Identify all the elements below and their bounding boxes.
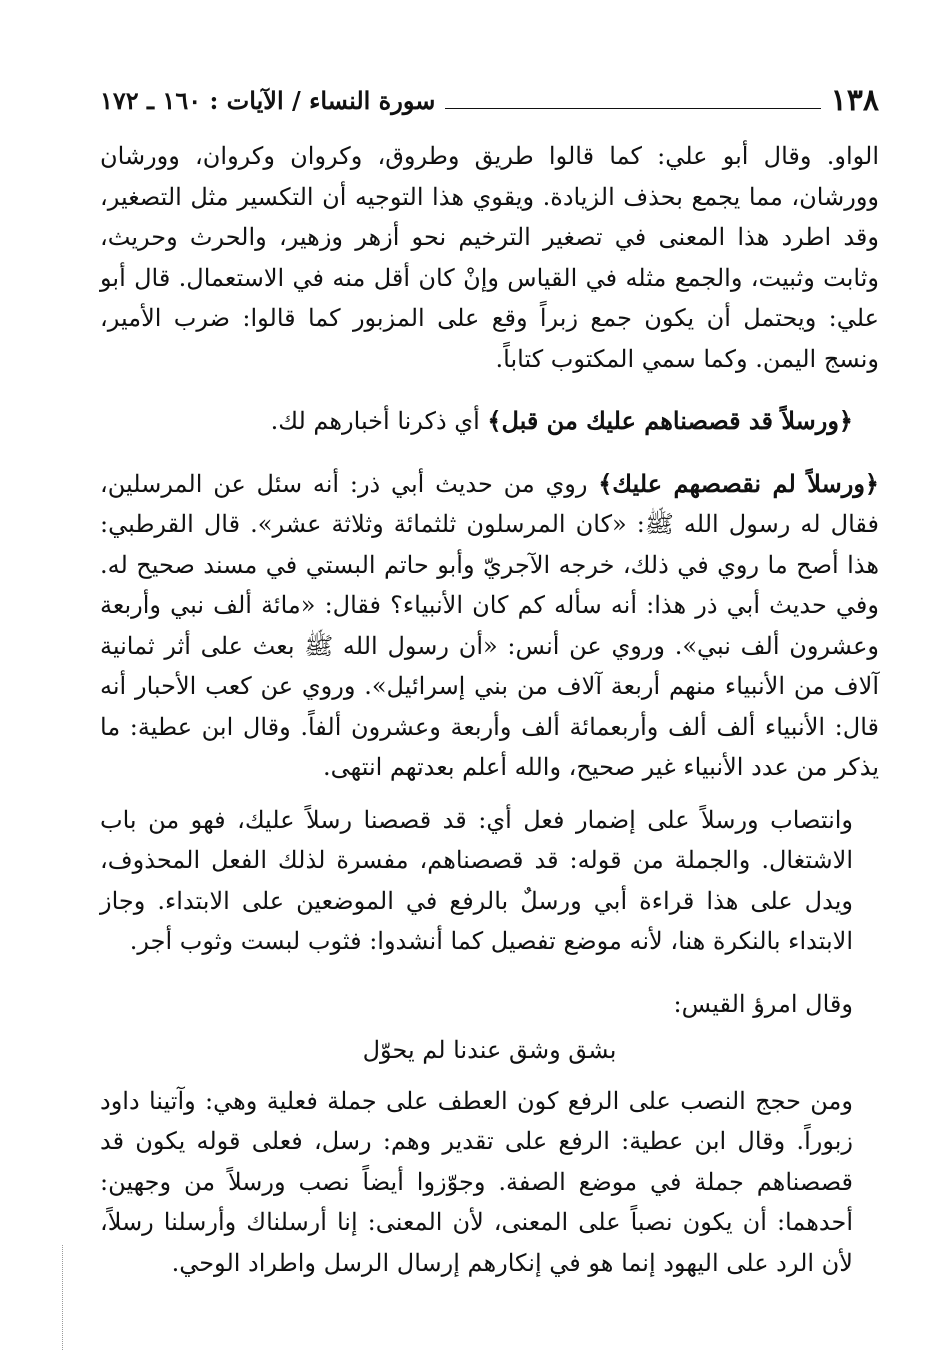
commentary-text: روي من حديث أبي ذر: أنه سئل عن المرسلين، فقال له رسول الله ﷺ: «كان المرسلون ثلثمائة وثلاثة عشر». قال القرطبي: هذا أصح ما روي في ذلك، خرجه الآجريّ وأبو حاتم البستي في مسند صحيح له. وفي حديث أبي ذر هذا: أنه سأله كم كان الأنبياء؟ فقال: «مائة ألف نبي وأربعة وعشرون ألف نبي». وروي عن أنس: «أن رسول الله ﷺ بعث على أثر ثمانية آلاف من الأنبياء منهم أربعة آلاف من بني إسرائيل». وروي عن كعب الأحبار أنه قال: الأنبياء ألف ألف وأربعمائة ألف وأربعة وعشرون ألفاً. وقال ابن عطية: ما يذكر من عدد الأنبياء غير صحيح، والله أعلم بعدتهم انتهى. — [100, 469, 880, 781]
paragraph-1: الواو. وقال أبو علي: كما قالوا طريق وطروق، وكروان وكروان، وورشان وورشان، مما يجمع بحذف الزيادة. ويقوي هذا التوجيه أن التكسير مثل التصغير، وقد اطرد هذا المعنى في تصغير الترخيم نحو أزهر وزهير، والحرث وحريث، وثابت وثبيت، والجمع مثله في القياس وإنْ كان أقل منه في الاستعمال. قال أبو علي: ويحتمل أن يكون جمع زبراً وقع على المزبور كما قالوا: ضرب الأمير، ونسج اليمن. وكما سمي المكتوب كتاباً. — [100, 142, 879, 373]
commentary-text: أي ذكرنا أخبارهم لك. — [270, 407, 488, 435]
scan-margin-marks — [62, 1245, 67, 1350]
running-title: سورة النساء / الآيات : ١٦٠ ـ ١٧٢ — [100, 85, 436, 115]
spacer — [100, 379, 879, 401]
page-body — [100, 136, 879, 1283]
page-number: ١٣٨ — [830, 82, 879, 118]
header-rule — [445, 108, 820, 109]
paragraph-3 — [100, 464, 879, 788]
paragraph-5: وقال امرؤ القيس: — [673, 989, 853, 1018]
spacer — [100, 788, 879, 800]
page-header — [100, 80, 879, 120]
quran-quote: ﴿ورسلاً لم نقصصهم عليك﴾ — [598, 468, 879, 498]
paragraph-4: وانتصاب ورسلاً على إضمار فعل أي: قد قصصنا رسلاً عليك، فهو من باب الاشتغال. والجملة من قوله: قد قصصناهم، مفسرة لذلك الفعل المحذوف، ويدل على هذا قراءة أبي ورسلٌ بالرفع في الموضعين على الابتداء. وجاز الابتداء بالنكرة هنا، لأنه موضع تفصيل كما أنشدوا: فثوب لبست وثوب أجر. — [100, 805, 853, 955]
quran-quote: ﴿ورسلاً قد قصصناهم عليك من قبل﴾ — [487, 406, 853, 435]
paragraph-2 — [100, 401, 879, 442]
spacer — [100, 962, 879, 984]
poem-verse: بشق وشق عندنا لم يحوّل — [362, 1036, 617, 1064]
spacer — [100, 442, 879, 464]
paragraph-6: ومن حجج النصب على الرفع كون العطف على جملة فعلية وهي: وآتينا داود زبوراً. وقال ابن عطية: الرفع على تقدير وهم: رسل، فعلى قوله يكون قد قصصناهم جملة في موضع الصفة. وجوّزوا أيضاً نصب ورسلاً من وجهين: أحدهما: أن يكون نصباً على المعنى، لأن المعنى: إنا أرسلناك وأرسلنا رسلاً، لأن الرد على اليهود إنما هو في إنكارهم إرسال الرسل واطراد الوحي. — [100, 1086, 853, 1277]
